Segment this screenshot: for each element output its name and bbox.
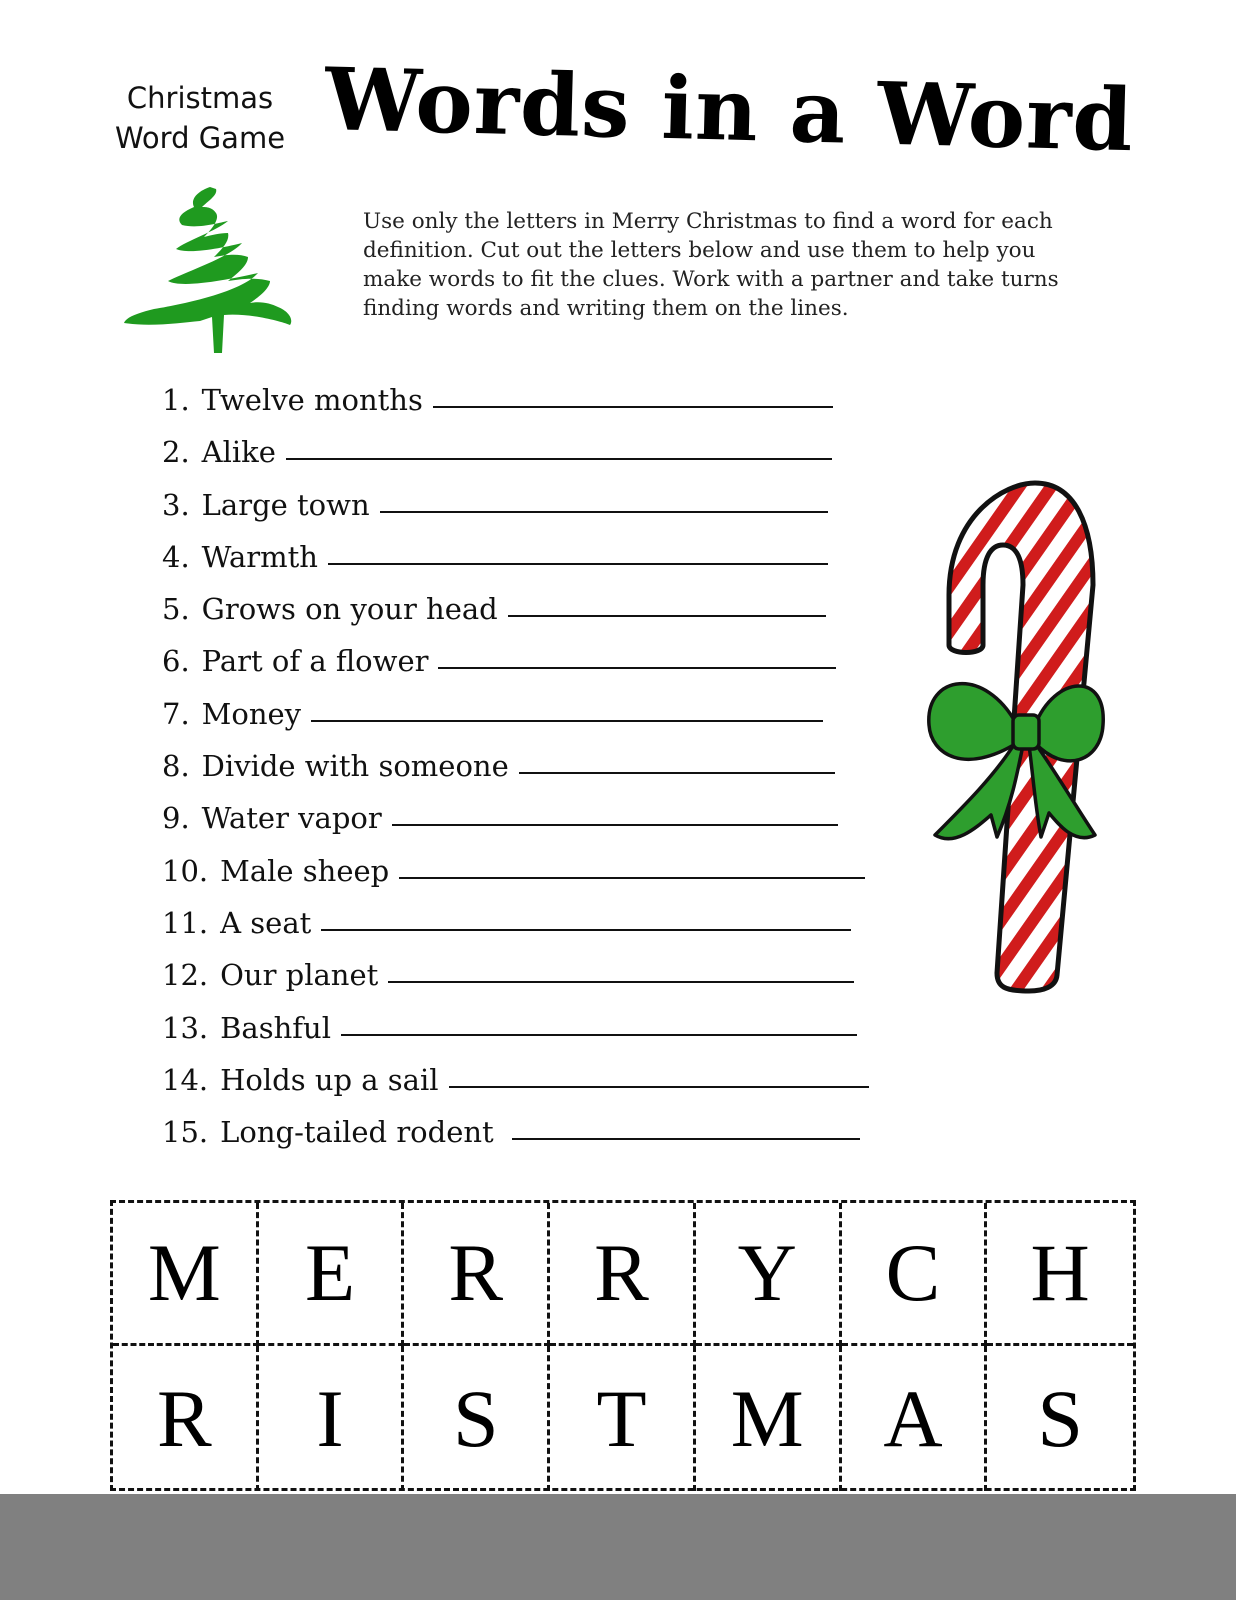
answer-line[interactable] — [519, 746, 835, 774]
letter-tile[interactable]: T — [550, 1346, 696, 1491]
clue-number: 1. — [162, 383, 190, 417]
clue-number: 7. — [162, 696, 190, 731]
letter-tile[interactable]: E — [259, 1203, 405, 1346]
answer-line[interactable] — [512, 1112, 860, 1140]
subtitle-line-2: Word Game — [114, 121, 286, 155]
clue-number: 2. — [162, 435, 190, 470]
clue-text: Divide with someone — [201, 749, 509, 784]
letter-tile[interactable]: C — [842, 1203, 988, 1346]
clue-item — [162, 537, 869, 589]
clue-text: Part of a flower — [201, 644, 429, 679]
clue-text: Grows on your head — [201, 592, 498, 627]
answer-line[interactable] — [380, 485, 828, 513]
clue-number: 4. — [162, 539, 190, 574]
instructions: Use only the letters in Merry Christmas to find a word for each definition. Cut out the letters below and use them to help you make words to fit the clues. Work with a partner and take turns finding words and writing them on the lines. — [363, 209, 1059, 321]
footer-band — [0, 1494, 1236, 1600]
clue-text: Large town — [201, 487, 370, 522]
candy-cane-icon — [925, 475, 1105, 1020]
clue-number: 15. — [162, 1115, 209, 1150]
clue-item — [162, 1112, 869, 1164]
clue-number: 12. — [162, 958, 209, 993]
answer-line[interactable] — [388, 955, 854, 983]
answer-line[interactable] — [341, 1008, 857, 1036]
answer-line[interactable] — [449, 1060, 869, 1088]
clue-number: 11. — [162, 905, 209, 940]
subtitle — [100, 78, 300, 158]
answer-line[interactable] — [399, 851, 865, 879]
clue-text: Long-tailed rodent — [220, 1115, 494, 1150]
letter-tile[interactable]: M — [113, 1203, 259, 1346]
letter-tile[interactable]: R — [404, 1203, 550, 1346]
clue-text: Holds up a sail — [220, 1062, 439, 1097]
clue-item — [162, 694, 869, 746]
clue-item — [162, 380, 869, 432]
clue-text: Warmth — [201, 539, 318, 574]
clue-number: 3. — [162, 487, 190, 522]
letter-tile[interactable]: S — [404, 1346, 550, 1491]
letter-tile[interactable]: R — [113, 1346, 259, 1491]
clue-item — [162, 746, 869, 798]
answer-line[interactable] — [433, 380, 833, 408]
clue-number: 6. — [162, 644, 190, 679]
clue-item — [162, 903, 869, 955]
clue-item — [162, 798, 869, 850]
subtitle-line-1: Christmas — [126, 81, 274, 115]
letter-tile[interactable]: M — [696, 1346, 842, 1491]
clue-item — [162, 1008, 869, 1060]
letter-tile[interactable]: I — [259, 1346, 405, 1491]
clue-item — [162, 589, 869, 641]
clue-text: Male sheep — [220, 853, 390, 888]
clue-item — [162, 1060, 869, 1112]
answer-line[interactable] — [438, 641, 836, 669]
clue-number: 13. — [162, 1010, 209, 1045]
clue-item — [162, 641, 869, 693]
letter-tile[interactable]: S — [1037, 1372, 1083, 1464]
clue-list — [162, 380, 869, 1164]
clue-text: Alike — [201, 435, 276, 470]
page-title: Words in a Word — [323, 49, 1135, 172]
clue-number: 9. — [162, 801, 190, 836]
answer-line[interactable] — [508, 589, 826, 617]
answer-line[interactable] — [392, 798, 838, 826]
clue-item — [162, 851, 869, 903]
letter-tile[interactable]: A — [842, 1346, 988, 1491]
clue-text: Money — [201, 696, 302, 731]
answer-line[interactable] — [311, 694, 823, 722]
clue-text: Bashful — [220, 1010, 331, 1045]
clue-item — [162, 432, 869, 484]
clue-text: Water vapor — [201, 801, 382, 836]
christmas-tree-icon — [120, 185, 295, 360]
answer-line[interactable] — [286, 432, 832, 460]
clue-number: 14. — [162, 1062, 209, 1097]
clue-item — [162, 955, 869, 1007]
letter-cutout-grid — [110, 1200, 1136, 1491]
clue-number: 10. — [162, 853, 209, 888]
clue-number: 5. — [162, 592, 190, 627]
answer-line[interactable] — [328, 537, 828, 565]
clue-text: Our planet — [220, 958, 379, 993]
clue-number: 8. — [162, 749, 190, 784]
clue-item — [162, 485, 869, 537]
letter-tile[interactable]: R — [550, 1203, 696, 1346]
clue-text: A seat — [220, 905, 312, 940]
answer-line[interactable] — [321, 903, 851, 931]
clue-text: Twelve months — [201, 383, 423, 417]
letter-tile[interactable]: H — [987, 1203, 1133, 1346]
letter-tile[interactable]: Y — [696, 1203, 842, 1346]
